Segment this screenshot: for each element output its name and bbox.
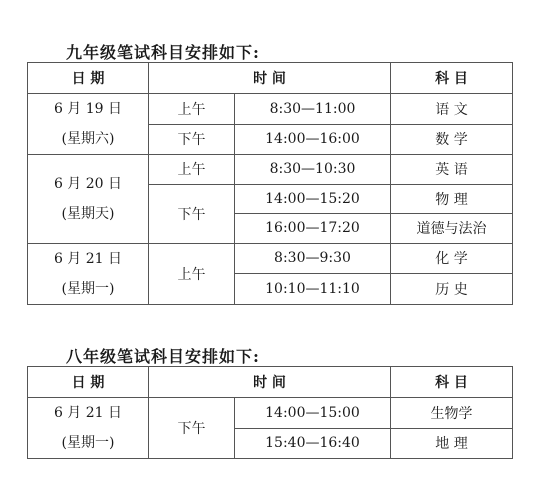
subject-cell: 语 文 [391, 94, 513, 125]
time-cell: 14:00—15:20 [235, 184, 391, 214]
time-cell: 10:10—11:10 [235, 274, 391, 305]
header-subject: 科 目 [391, 367, 513, 398]
header-date: 日 期 [28, 63, 149, 94]
grade8-schedule-table [27, 366, 513, 459]
weekday-text: (星期六) [61, 131, 115, 147]
table-header-row [28, 367, 513, 398]
date-text: 6 月 20 日 [53, 175, 123, 192]
subject-cell: 地 理 [391, 428, 513, 459]
date-cell [28, 94, 149, 155]
subject-cell: 物 理 [391, 184, 513, 214]
period-cell: 上午 [149, 155, 235, 185]
header-date: 日 期 [28, 367, 149, 398]
time-cell: 8:30—11:00 [235, 94, 391, 125]
time-cell: 14:00—15:00 [235, 398, 391, 429]
date-text: 6 月 19 日 [53, 101, 123, 117]
date-cell [28, 243, 149, 304]
weekday-text: (星期天) [61, 205, 115, 222]
date-cell [28, 398, 149, 459]
time-cell: 8:30—10:30 [235, 155, 391, 185]
date-text: 6 月 21 日 [53, 250, 123, 267]
table-row [28, 398, 513, 429]
period-cell: 上午 [149, 94, 235, 125]
subject-cell: 数 学 [391, 124, 513, 155]
grade9-heading: 九年级笔试科目安排如下: [66, 43, 260, 62]
header-time: 时 间 [149, 367, 391, 398]
subject-cell: 道德与法治 [391, 214, 513, 244]
grade8-heading: 八年级笔试科目安排如下: [66, 347, 260, 366]
subject-cell: 英 语 [391, 155, 513, 185]
subject-cell: 历 史 [391, 274, 513, 305]
table-row [28, 243, 513, 274]
period-cell: 上午 [149, 243, 235, 304]
time-cell: 16:00—17:20 [235, 214, 391, 244]
date-text: 6 月 21 日 [53, 405, 123, 421]
header-time: 时 间 [149, 63, 391, 94]
header-subject: 科 目 [391, 63, 513, 94]
weekday-text: (星期一) [61, 435, 115, 451]
time-cell: 8:30—9:30 [235, 243, 391, 274]
time-cell: 15:40—16:40 [235, 428, 391, 459]
period-cell: 下午 [149, 184, 235, 243]
period-cell: 下午 [149, 124, 235, 155]
period-cell: 下午 [149, 398, 235, 459]
subject-cell: 生物学 [391, 398, 513, 429]
table-row [28, 94, 513, 125]
time-cell: 14:00—16:00 [235, 124, 391, 155]
grade9-schedule-table [27, 62, 513, 305]
weekday-text: (星期一) [61, 280, 115, 297]
table-header-row [28, 63, 513, 94]
subject-cell: 化 学 [391, 243, 513, 274]
table-row [28, 155, 513, 185]
date-cell [28, 155, 149, 244]
